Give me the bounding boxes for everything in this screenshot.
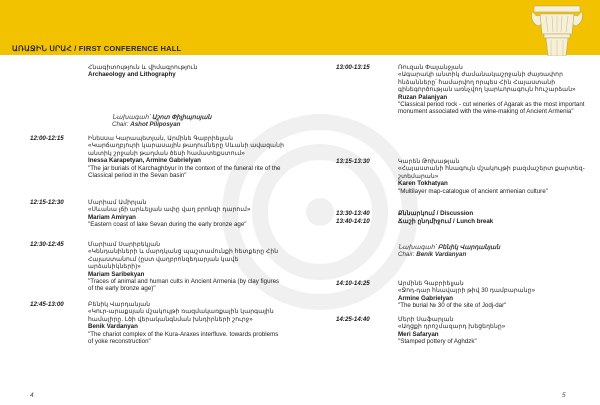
section-title-english: Archaeology and Lithography: [88, 71, 176, 79]
hall-title: ԱՌԱՋԻՆ ՍՐԱՀ / FIRST CONFERENCE HALL: [12, 44, 182, 53]
talk-time: 12:30-12:45: [30, 241, 64, 248]
page-number-right: 5: [562, 392, 566, 399]
talk-item: Ռուզան Փալանջյան «Ագարակի անտիկ ժամանակաշրջանի ժայռափոր հնձանները՝ համարվող որպես Հին Հայաստանի գինեգործության առնչվող կարևորագույն հուշարձան» Ruzan Palanjyan "Classical period rock - cut wineries of Agarak as the most important monument associated with the wine-making of Ancient Armenia": [398, 64, 585, 116]
section-title-armenian: Հնագիտություն և վիմագրություն: [88, 64, 198, 71]
talk-time: 13:00-13:15: [336, 64, 370, 71]
talk-time: 12:45-13:00: [30, 301, 64, 308]
talk-time: 14:10-14:25: [336, 280, 370, 287]
talk-time: 12:15-12:30: [30, 199, 64, 206]
break-lunch-label: Ճաշի ընդմիջում / Lunch break: [398, 218, 494, 225]
talk-item: Բենիկ Վարդանյան «Կուր-արաքսյան մշակույթի ռազմակառքային կարգային համալիրը. Լծի վերականգնման խնդիրների շուրջ» Benik Vardanyan "The chariot complex of the Kura-Araxes interfluve. towards problems of yoke reconstruction": [88, 301, 279, 346]
chair-name-english: Ashot Piliposyan: [130, 121, 181, 129]
talk-time: 14:25-14:40: [336, 316, 370, 323]
talk-item: Ինեսսա Կարապետյան, Արմինե Գաբրիելյան «Կարճաղբյուրի կարասային թաղումները Սևանի ավազանի անտիկ շրջանի թաղման ծեսի համատեքստում» Inessa Karapetyan, Armine Gabrielyan "The jar burials of Karchaghbyur in the context of the funeral rite of the Classical period in the Sevan basin": [88, 135, 284, 180]
session-title-block: [88, 64, 288, 79]
chair-block-left: Նախագահ՝ Աշոտ Փիլիպոսյան Chair: Ashot Piliposyan: [112, 114, 212, 129]
chair-block-right: Նախագահ՝ Բենիկ Վարդանյան Chair: Benik Vardanyan: [398, 244, 501, 259]
column-capital-icon: [528, 4, 586, 56]
talk-item: Կարեն Թոխաթյան «Հայաստանի հնագույն մշակույթի բազմաշերտ քարտեզ-շտեմարան» Karen Tokhatyan "Multilayer map-catalogue of ancient armenian culture": [398, 158, 585, 195]
talk-item: Մարիամ Ամիրյան «Սևանա լճի արևելյան ափը վաղ բրոնզի դարում» Mariam Amiryan "Eastern coast of lake Sevan during the early bronze age": [88, 199, 251, 229]
chair-name-armenian: Բենիկ Վարդանյան: [437, 244, 501, 251]
break-time-discussion: 13:30-13:40: [336, 210, 370, 217]
break-time-lunch: 13:40-14:10: [336, 218, 370, 225]
chair-name-english: Benik Vardanyan: [416, 251, 467, 259]
talk-item: Մարիամ Սարիբեկյան «Կենդանիների և մարդկանց պաշտամունքի հետքերը Հին Հայաստանում (ըստ վաղբրոնզեդարյան կավե արձանիկների)» Mariam Saribekyan "Traces of animal and human cults in Ancient Armenia (by clay figures of the early bronze age)": [88, 241, 280, 293]
break-discussion-label: Քննարկում / Discussion: [398, 210, 474, 217]
talk-item: Արմինե Գաբրիելյան «Ջոդ-դար հնավայրի թիվ 30 դամբարանը» Armine Gabrielyan "The burial № 30 of the site of Jodj-dar": [398, 280, 536, 310]
page-number-left: 4: [30, 392, 34, 399]
chair-name-armenian: Աշոտ Փիլիպոսյան: [151, 114, 212, 121]
talk-item: Մերի Սաֆարյան «Աղցքի դրոշմազարդ խեցեղենը» Meri Safaryan "Stamped pottery of Aghdzk": [398, 316, 506, 346]
talk-time: 12:00-12:15: [30, 135, 64, 142]
talk-time: 13:15-13:30: [336, 158, 370, 165]
